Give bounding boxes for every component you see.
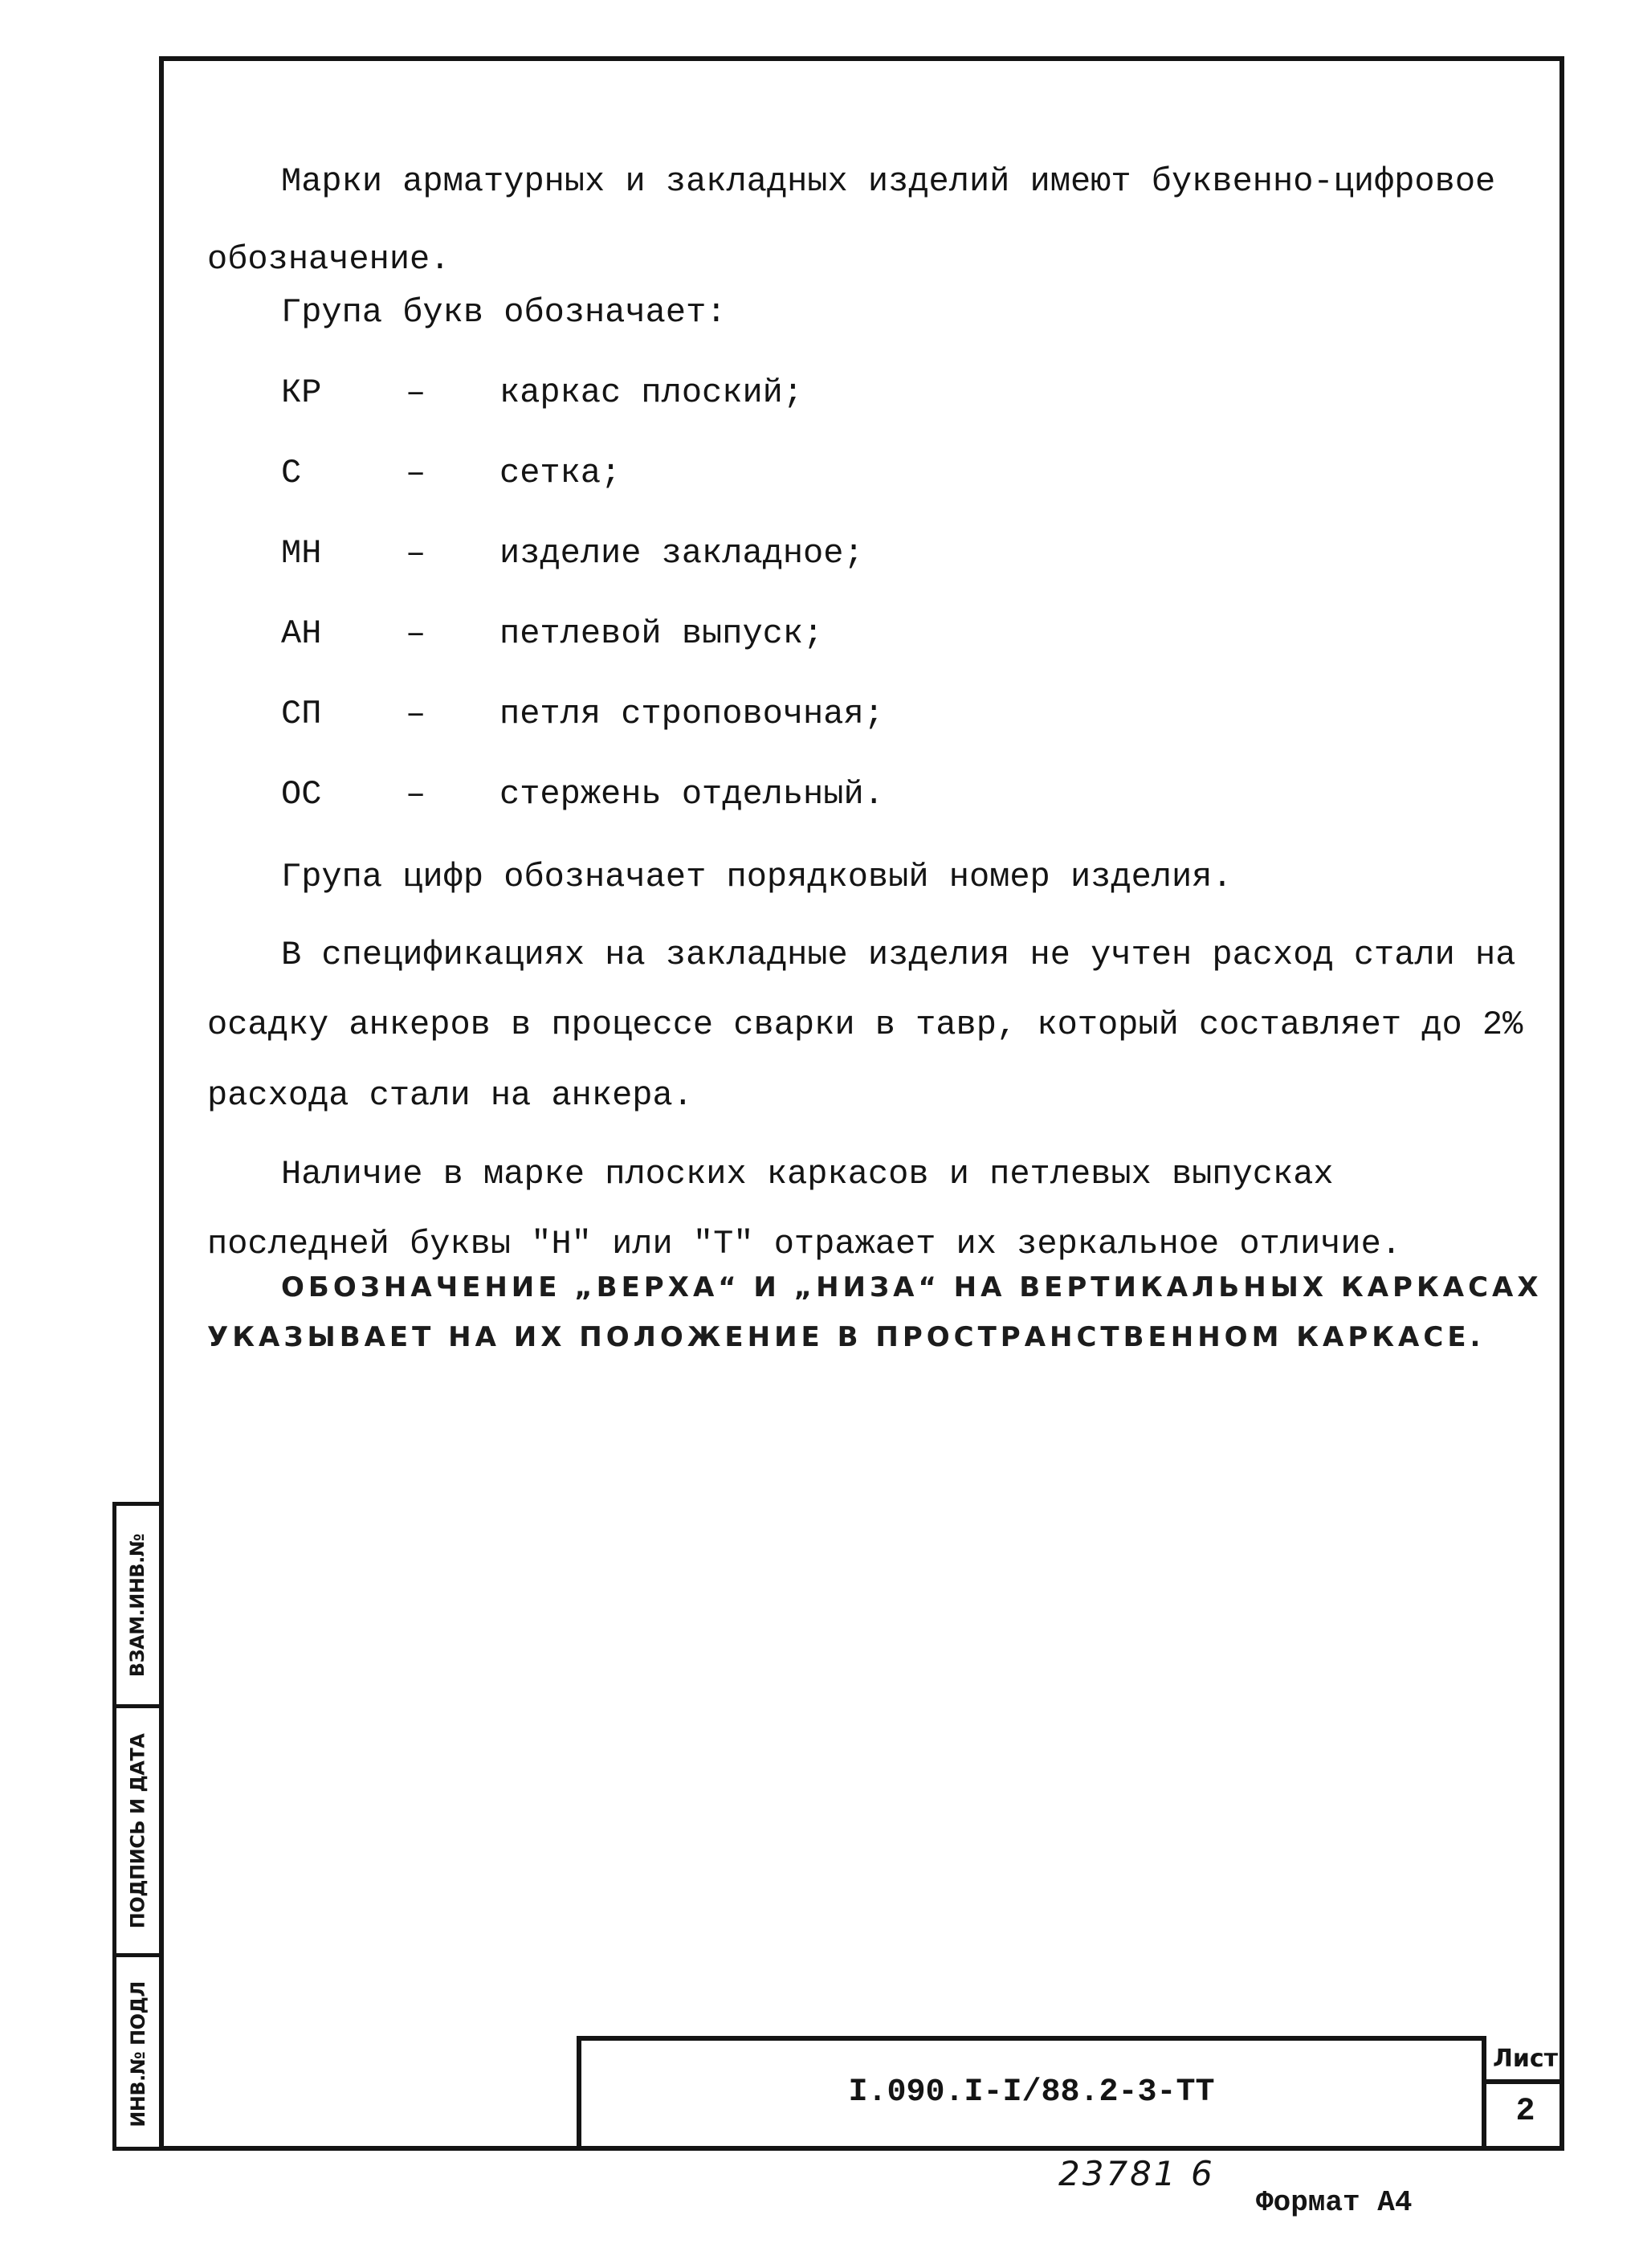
side-stamp [112,1502,159,2151]
spec-line-1: В спецификациях на закладные изделия не учтен расход стали на [281,936,1516,974]
intro-line-1: Марки арматурных и закладных изделий имеют буквенно-цифровое [281,162,1496,201]
side-label-signature-date: ПОДПИСЬ И ДАТА [126,1733,149,1928]
letters-heading: Група букв обозначает: [281,293,727,332]
code-label: МН [281,534,322,573]
code-dash: – [406,614,426,653]
code-label: С [281,454,302,492]
intro-line-2: обозначение. [207,240,451,279]
code-meaning: изделие закладное; [499,534,864,573]
code-meaning: петля строповочная; [499,695,884,733]
code-dash: – [406,373,426,412]
mirror-line-1: Наличие в марке плоских каркасов и петлевых выпусках [281,1155,1334,1193]
spec-line-2: осадку анкеров в процессе сварки в тавр, который составляет до 2% [207,1006,1523,1044]
code-meaning: петлевой выпуск; [499,614,824,653]
mirror-line-2: последней буквы "Н" или "Т" отражает их зеркальное отличие. [207,1225,1402,1263]
code-label: КР [281,373,322,412]
code-label: АН [281,614,322,653]
code-meaning: каркас плоский; [499,373,804,412]
format-label: Формат А4 [1256,2186,1413,2219]
code-meaning: стержень отдельный. [499,775,884,814]
code-label: СП [281,695,322,733]
code-dash: – [406,534,426,573]
handwritten-number: 23781 6 [1058,2154,1215,2193]
document-designation: I.090.I-I/88.2-3-ТТ [848,2074,1215,2111]
side-label-replacement-inv: ВЗАМ.ИНВ.№ [126,1533,149,1677]
handwritten-note-line-2: УКАЗЫВАЕТ НА ИХ ПОЛОЖЕНИЕ В ПРОСТРАНСТВЕННОМ КАРКАСЕ. [207,1321,1485,1353]
digits-paragraph: Група цифр обозначает порядковый номер изделия. [281,858,1233,896]
code-dash: – [406,775,426,814]
sheet-label: Лист [1486,2039,1564,2084]
sheet-box [1482,2036,1564,2151]
code-meaning: сетка; [499,454,622,492]
title-block [577,2036,1482,2151]
side-label-original-inv: ИНВ.№ ПОДЛ [126,1980,149,2127]
handwritten-note-line-1: ОБОЗНАЧЕНИЕ „ВЕРХА“ И „НИЗА“ НА ВЕРТИКАЛЬНЫХ КАРКАСАХ [281,1271,1543,1303]
code-dash: – [406,695,426,733]
code-label: ОС [281,775,322,814]
sheet-number: 2 [1515,2094,1535,2130]
spec-line-3: расхода стали на анкера. [207,1076,693,1115]
code-dash: – [406,454,426,492]
